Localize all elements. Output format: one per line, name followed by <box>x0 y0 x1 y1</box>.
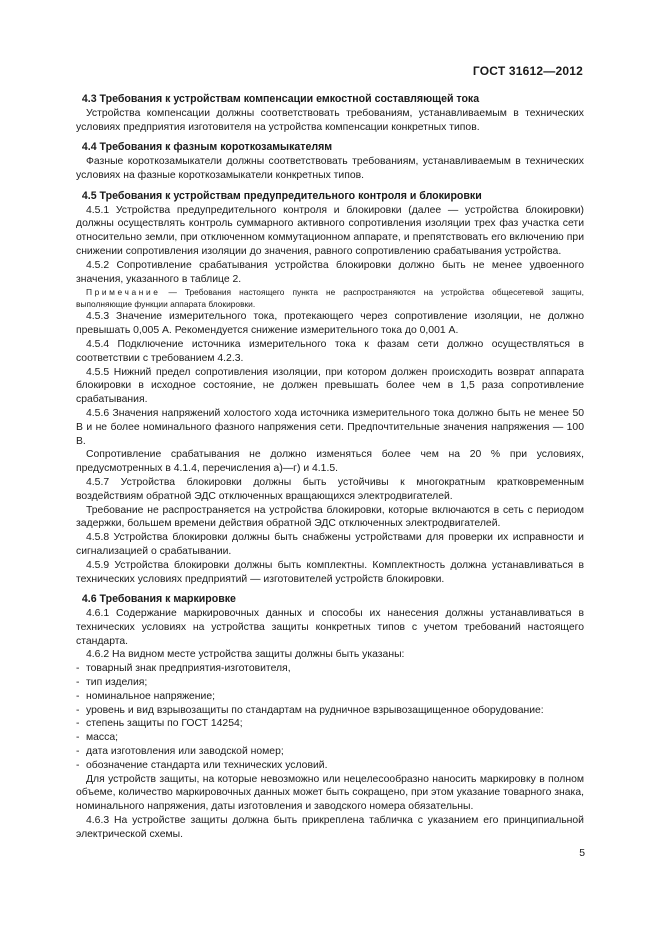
list-item: - степень защиты по ГОСТ 14254; <box>76 718 243 730</box>
list-item: - масса; <box>76 732 118 744</box>
paragraph-4-6-1: 4.6.1 Содержание маркировочных данных и способы их нанесения должны устанавливаться в технических условиях на устройства защиты конкретных типов с учетом требований настоящего стандарта. <box>76 608 584 647</box>
note-text: — Требования настоящего пункта не распространяются на устройства общесетевой защиты, выполняющие функции аппарата блокировки. <box>76 287 584 310</box>
list-item: - номинальное напряжение; <box>76 690 216 702</box>
section-heading-4-3: 4.3 Требования к устройствам компенсации емкостной составляющей тока <box>81 93 480 105</box>
list-item: - товарный знак предприятия-изготовителя, <box>76 663 291 675</box>
list-item: - уровень и вид взрывозащиты по стандартам на рудничное взрывозащищенное оборудование: <box>76 704 544 716</box>
paragraph: Сопротивление срабатывания не должно изменяться более чем на 20 % при условиях, предусмотренных в 4.1.4, перечисления а)—г) и 4.1.5. <box>76 449 584 475</box>
note-label: Примечание <box>86 287 161 298</box>
document-standard-id: ГОСТ 31612—2012 <box>472 64 583 78</box>
section-heading-4-4: 4.4 Требования к фазным короткозамыкателям <box>81 141 333 154</box>
paragraph: Требование не распространяется на устройства блокировки, которые включаются в сеть с периодом задержки, большем времени действия обратной ЭДС отключенных электродвигателей. <box>76 504 584 530</box>
paragraph-4-5-6: 4.5.6 Значения напряжений холостого хода источника измерительного тока должно быть не менее 50 В и не более номинального фазного напряжения сети. Предпочтительные значения напряжения — 100 В. <box>76 407 584 447</box>
paragraph: Для устройств защиты, на которые невозможно или нецелесообразно наносить маркировку в полном объеме, количество маркировочных данных может быть сокращено, при этом указание товарного знака, номинального напряжения, даты изготовления и заводского номера обязательны. <box>76 773 584 813</box>
list-item: - дата изготовления или заводской номер; <box>76 746 284 758</box>
paragraph-4-5-2: 4.5.2 Сопротивление срабатывания устройства блокировки должно быть не менее удвоенного значения, указанного в таблице 2. <box>76 259 584 285</box>
paragraph: Устройства компенсации должны соответствовать требованиям, устанавливаемым в технических условиях предприятия изготовителя на устройства компенсации конкретных типов. <box>76 107 584 133</box>
paragraph-4-5-8: 4.5.8 Устройства блокировки должны быть снабжены устройствами для проверки их исправности и сигнализацией о срабатывании. <box>76 532 584 557</box>
marking-list <box>76 662 584 772</box>
paragraph-4-5-9: 4.5.9 Устройства блокировки должны быть комплектны. Комплектность должна устанавливаться в технических условиях предприятий — изготовителей устройств блокировки. <box>76 559 584 585</box>
paragraph-4-6-3: 4.6.3 На устройстве защиты должна быть прикреплена табличка с указанием его принципиальной электрической схемы. <box>76 815 584 840</box>
page-number: 5 <box>579 848 585 859</box>
paragraph-4-5-7: 4.5.7 Устройства блокировки должны быть устойчивы к многократным кратковременным воздействиям обратной ЭДС отключенных вращающихся электродвигателей. <box>76 476 584 502</box>
note <box>76 286 584 310</box>
paragraph-4-5-1: 4.5.1 Устройства предупредительного контроля и блокировки (далее — устройства блокировки) должны осуществлять контроль суммарного активного сопротивления изоляции трех фаз участка сети относительно земли, при отключенном коммутационном аппарате, и препятствовать его включению при снижении сопротивления изоляции до значения, равного сопротивлению срабатывания устройства. <box>76 204 584 257</box>
section-heading-4-6: 4.6 Требования к маркировке <box>81 593 236 606</box>
list-item: - обозначение стандарта или технических условий. <box>76 759 328 771</box>
paragraph-4-5-4: 4.5.4 Подключение источника измерительного тока к фазам сети должно осуществляться в соответствии с требованием 4.2.3. <box>76 338 584 364</box>
document-body <box>76 93 584 842</box>
paragraph-4-5-3: 4.5.3 Значение измерительного тока, протекающего через сопротивление изоляции, не должно превышать 0,005 А. Рекомендуется снижение измерительного тока до 0,001 А. <box>76 311 584 337</box>
paragraph-4-5-5: 4.5.5 Нижний предел сопротивления изоляции, при котором должен происходить возврат аппарата блокировки в исходное состояние, не должен превышать более чем в 1,5 раза сопротивление срабатывания. <box>76 366 584 406</box>
list-item: - тип изделия; <box>76 677 148 689</box>
paragraph-4-6-2: 4.6.2 На видном месте устройства защиты должны быть указаны: <box>86 649 405 661</box>
paragraph: Фазные короткозамыкатели должны соответствовать требованиям, устанавливаемым в технических условиях на фазные короткозамыкатели конкретных типов. <box>76 156 584 181</box>
section-heading-4-5: 4.5 Требования к устройствам предупредительного контроля и блокировки <box>81 189 482 202</box>
